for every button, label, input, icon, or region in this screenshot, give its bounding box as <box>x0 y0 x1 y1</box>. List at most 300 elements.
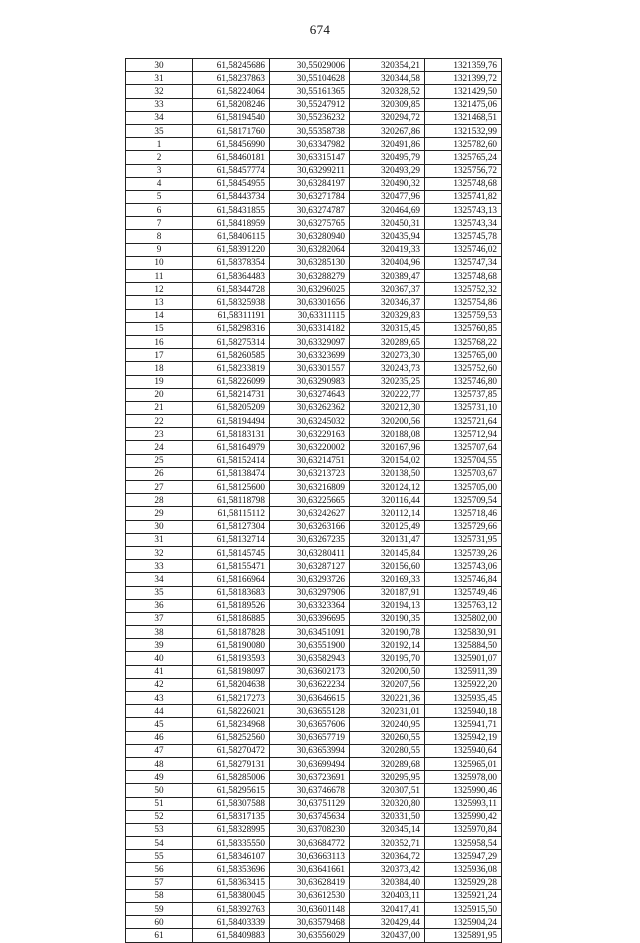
latitude-cell: 61,58460181 <box>193 151 270 164</box>
point-number-cell: 34 <box>126 111 193 124</box>
x-coordinate-cell: 320491,86 <box>350 138 425 151</box>
latitude-cell: 61,58353696 <box>193 863 270 876</box>
latitude-cell: 61,58311191 <box>193 309 270 322</box>
x-coordinate-cell: 320329,83 <box>350 309 425 322</box>
latitude-cell: 61,58125600 <box>193 481 270 494</box>
longitude-cell: 30,63641661 <box>270 863 350 876</box>
x-coordinate-cell: 320138,50 <box>350 467 425 480</box>
x-coordinate-cell: 320307,51 <box>350 784 425 797</box>
table-row <box>126 296 502 309</box>
y-coordinate-cell: 1321359,76 <box>425 59 502 72</box>
y-coordinate-cell: 1325721,64 <box>425 415 502 428</box>
table-row <box>126 705 502 718</box>
y-coordinate-cell: 1325743,06 <box>425 560 502 573</box>
x-coordinate-cell: 320131,47 <box>350 533 425 546</box>
point-number-cell: 15 <box>126 322 193 335</box>
page-number: 674 <box>309 22 331 37</box>
latitude-cell: 61,58237863 <box>193 72 270 85</box>
table-row <box>126 151 502 164</box>
point-number-cell: 33 <box>126 98 193 111</box>
table-row <box>126 744 502 757</box>
point-number-cell: 54 <box>126 837 193 850</box>
table-row <box>126 599 502 612</box>
point-number-cell: 38 <box>126 626 193 639</box>
x-coordinate-cell: 320344,58 <box>350 72 425 85</box>
longitude-cell: 30,63657719 <box>270 731 350 744</box>
y-coordinate-cell: 1325743,34 <box>425 217 502 230</box>
footer-divider <box>240 889 400 890</box>
point-number-cell: 33 <box>126 560 193 573</box>
y-coordinate-cell: 1325915,50 <box>425 903 502 916</box>
x-coordinate-cell: 320364,72 <box>350 850 425 863</box>
latitude-cell: 61,58391220 <box>193 243 270 256</box>
longitude-cell: 30,63275765 <box>270 217 350 230</box>
point-number-cell: 37 <box>126 612 193 625</box>
point-number-cell: 27 <box>126 481 193 494</box>
x-coordinate-cell: 320145,84 <box>350 546 425 559</box>
point-number-cell: 26 <box>126 467 193 480</box>
table-row <box>126 652 502 665</box>
x-coordinate-cell: 320221,36 <box>350 692 425 705</box>
y-coordinate-cell: 1325739,26 <box>425 546 502 559</box>
x-coordinate-cell: 320124,12 <box>350 481 425 494</box>
point-number-cell: 4 <box>126 177 193 190</box>
table-row <box>126 771 502 784</box>
table-row <box>126 837 502 850</box>
table-row <box>126 388 502 401</box>
latitude-cell: 61,58279131 <box>193 757 270 770</box>
longitude-cell: 30,63214751 <box>270 454 350 467</box>
latitude-cell: 61,58208246 <box>193 98 270 111</box>
longitude-cell: 30,63220002 <box>270 441 350 454</box>
latitude-cell: 61,58363415 <box>193 876 270 889</box>
longitude-cell: 30,55358738 <box>270 124 350 137</box>
latitude-cell: 61,58275314 <box>193 335 270 348</box>
x-coordinate-cell: 320294,72 <box>350 111 425 124</box>
longitude-cell: 30,63225665 <box>270 494 350 507</box>
point-number-cell: 50 <box>126 784 193 797</box>
table-row <box>126 573 502 586</box>
table-row <box>126 322 502 335</box>
table-row <box>126 863 502 876</box>
latitude-cell: 61,58186885 <box>193 612 270 625</box>
x-coordinate-cell: 320212,30 <box>350 401 425 414</box>
point-number-cell: 1 <box>126 138 193 151</box>
table-row <box>126 59 502 72</box>
point-number-cell: 22 <box>126 415 193 428</box>
table-row <box>126 810 502 823</box>
table-row <box>126 349 502 362</box>
x-coordinate-cell: 320188,08 <box>350 428 425 441</box>
point-number-cell: 21 <box>126 401 193 414</box>
table-row <box>126 124 502 137</box>
latitude-cell: 61,58260585 <box>193 349 270 362</box>
longitude-cell: 30,63229163 <box>270 428 350 441</box>
table-row <box>126 428 502 441</box>
y-coordinate-cell: 1325746,80 <box>425 375 502 388</box>
longitude-cell: 30,63245032 <box>270 415 350 428</box>
longitude-cell: 30,63582943 <box>270 652 350 665</box>
y-coordinate-cell: 1325936,08 <box>425 863 502 876</box>
longitude-cell: 30,63296025 <box>270 283 350 296</box>
table-row <box>126 190 502 203</box>
point-number-cell: 40 <box>126 652 193 665</box>
y-coordinate-cell: 1325947,29 <box>425 850 502 863</box>
longitude-cell: 30,63601148 <box>270 903 350 916</box>
point-number-cell: 47 <box>126 744 193 757</box>
x-coordinate-cell: 320195,70 <box>350 652 425 665</box>
x-coordinate-cell: 320154,02 <box>350 454 425 467</box>
y-coordinate-cell: 1325737,85 <box>425 388 502 401</box>
y-coordinate-cell: 1325741,82 <box>425 190 502 203</box>
latitude-cell: 61,58456990 <box>193 138 270 151</box>
y-coordinate-cell: 1325749,46 <box>425 586 502 599</box>
x-coordinate-cell: 320384,40 <box>350 876 425 889</box>
x-coordinate-cell: 320112,14 <box>350 507 425 520</box>
y-coordinate-cell: 1325746,02 <box>425 243 502 256</box>
x-coordinate-cell: 320167,96 <box>350 441 425 454</box>
longitude-cell: 30,63293726 <box>270 573 350 586</box>
y-coordinate-cell: 1325709,54 <box>425 494 502 507</box>
table-row <box>126 243 502 256</box>
table-row <box>126 731 502 744</box>
latitude-cell: 61,58226099 <box>193 375 270 388</box>
y-coordinate-cell: 1325703,67 <box>425 467 502 480</box>
y-coordinate-cell: 1325712,94 <box>425 428 502 441</box>
latitude-cell: 61,58193593 <box>193 652 270 665</box>
point-number-cell: 18 <box>126 362 193 375</box>
point-number-cell: 56 <box>126 863 193 876</box>
x-coordinate-cell: 320328,52 <box>350 85 425 98</box>
point-number-cell: 12 <box>126 283 193 296</box>
table-row <box>126 230 502 243</box>
point-number-cell: 52 <box>126 810 193 823</box>
y-coordinate-cell: 1325922,20 <box>425 678 502 691</box>
y-coordinate-cell: 1325765,24 <box>425 151 502 164</box>
latitude-cell: 61,58205209 <box>193 401 270 414</box>
longitude-cell: 30,63751129 <box>270 797 350 810</box>
y-coordinate-cell: 1325748,68 <box>425 177 502 190</box>
table-row <box>126 665 502 678</box>
point-number-cell: 17 <box>126 349 193 362</box>
x-coordinate-cell: 320240,95 <box>350 718 425 731</box>
table-row <box>126 401 502 414</box>
latitude-cell: 61,58406115 <box>193 230 270 243</box>
x-coordinate-cell: 320222,77 <box>350 388 425 401</box>
point-number-cell: 60 <box>126 916 193 929</box>
latitude-cell: 61,58380045 <box>193 889 270 902</box>
latitude-cell: 61,58403339 <box>193 916 270 929</box>
latitude-cell: 61,58252560 <box>193 731 270 744</box>
x-coordinate-cell: 320231,01 <box>350 705 425 718</box>
latitude-cell: 61,58226021 <box>193 705 270 718</box>
point-number-cell: 45 <box>126 718 193 731</box>
longitude-cell: 30,63280411 <box>270 546 350 559</box>
latitude-cell: 61,58325938 <box>193 296 270 309</box>
table-row <box>126 784 502 797</box>
table-row <box>126 454 502 467</box>
longitude-cell: 30,63274643 <box>270 388 350 401</box>
point-number-cell: 59 <box>126 903 193 916</box>
y-coordinate-cell: 1325911,39 <box>425 665 502 678</box>
longitude-cell: 30,63314182 <box>270 322 350 335</box>
point-number-cell: 30 <box>126 59 193 72</box>
table-row <box>126 204 502 217</box>
y-coordinate-cell: 1325993,11 <box>425 797 502 810</box>
y-coordinate-cell: 1325978,00 <box>425 771 502 784</box>
latitude-cell: 61,58392763 <box>193 903 270 916</box>
longitude-cell: 30,55029006 <box>270 59 350 72</box>
latitude-cell: 61,58115112 <box>193 507 270 520</box>
latitude-cell: 61,58138474 <box>193 467 270 480</box>
latitude-cell: 61,58233819 <box>193 362 270 375</box>
latitude-cell: 61,58145745 <box>193 546 270 559</box>
table-row <box>126 586 502 599</box>
x-coordinate-cell: 320309,85 <box>350 98 425 111</box>
x-coordinate-cell: 320367,37 <box>350 283 425 296</box>
latitude-cell: 61,58198097 <box>193 665 270 678</box>
longitude-cell: 30,63288279 <box>270 270 350 283</box>
y-coordinate-cell: 1325752,32 <box>425 283 502 296</box>
latitude-cell: 61,58457774 <box>193 164 270 177</box>
table-row <box>126 270 502 283</box>
y-coordinate-cell: 1325718,46 <box>425 507 502 520</box>
latitude-cell: 61,58183683 <box>193 586 270 599</box>
x-coordinate-cell: 320352,71 <box>350 837 425 850</box>
point-number-cell: 61 <box>126 929 193 942</box>
y-coordinate-cell: 1325705,00 <box>425 481 502 494</box>
x-coordinate-cell: 320464,69 <box>350 204 425 217</box>
point-number-cell: 43 <box>126 692 193 705</box>
longitude-cell: 30,63602173 <box>270 665 350 678</box>
x-coordinate-cell: 320450,31 <box>350 217 425 230</box>
y-coordinate-cell: 1321429,50 <box>425 85 502 98</box>
latitude-cell: 61,58189526 <box>193 599 270 612</box>
x-coordinate-cell: 320354,21 <box>350 59 425 72</box>
y-coordinate-cell: 1325763,12 <box>425 599 502 612</box>
latitude-cell: 61,58183131 <box>193 428 270 441</box>
x-coordinate-cell: 320490,32 <box>350 177 425 190</box>
point-number-cell: 31 <box>126 72 193 85</box>
point-number-cell: 46 <box>126 731 193 744</box>
table-row <box>126 507 502 520</box>
y-coordinate-cell: 1325748,68 <box>425 270 502 283</box>
table-row <box>126 533 502 546</box>
y-coordinate-cell: 1325921,24 <box>425 889 502 902</box>
latitude-cell: 61,58317135 <box>193 810 270 823</box>
table-row <box>126 916 502 929</box>
longitude-cell: 30,63315147 <box>270 151 350 164</box>
longitude-cell: 30,63284197 <box>270 177 350 190</box>
longitude-cell: 30,63347982 <box>270 138 350 151</box>
point-number-cell: 55 <box>126 850 193 863</box>
point-number-cell: 14 <box>126 309 193 322</box>
y-coordinate-cell: 1325756,72 <box>425 164 502 177</box>
x-coordinate-cell: 320346,37 <box>350 296 425 309</box>
latitude-cell: 61,58204638 <box>193 678 270 691</box>
x-coordinate-cell: 320273,30 <box>350 349 425 362</box>
longitude-cell: 30,63280940 <box>270 230 350 243</box>
x-coordinate-cell: 320260,55 <box>350 731 425 744</box>
longitude-cell: 30,63323699 <box>270 349 350 362</box>
table-row <box>126 283 502 296</box>
y-coordinate-cell: 1325754,86 <box>425 296 502 309</box>
table-row <box>126 335 502 348</box>
latitude-cell: 61,58335550 <box>193 837 270 850</box>
longitude-cell: 30,63628419 <box>270 876 350 889</box>
table-row <box>126 217 502 230</box>
table-row <box>126 85 502 98</box>
longitude-cell: 30,63579468 <box>270 916 350 929</box>
table-row <box>126 72 502 85</box>
y-coordinate-cell: 1325731,10 <box>425 401 502 414</box>
point-number-cell: 39 <box>126 639 193 652</box>
longitude-cell: 30,55236232 <box>270 111 350 124</box>
point-number-cell: 28 <box>126 494 193 507</box>
latitude-cell: 61,58118798 <box>193 494 270 507</box>
longitude-cell: 30,63213723 <box>270 467 350 480</box>
point-number-cell: 24 <box>126 441 193 454</box>
table-row <box>126 626 502 639</box>
point-number-cell: 35 <box>126 586 193 599</box>
point-number-cell: 23 <box>126 428 193 441</box>
y-coordinate-cell: 1325760,85 <box>425 322 502 335</box>
y-coordinate-cell: 1325958,54 <box>425 837 502 850</box>
point-number-cell: 57 <box>126 876 193 889</box>
x-coordinate-cell: 320116,44 <box>350 494 425 507</box>
latitude-cell: 61,58285006 <box>193 771 270 784</box>
x-coordinate-cell: 320235,25 <box>350 375 425 388</box>
y-coordinate-cell: 1325990,46 <box>425 784 502 797</box>
point-number-cell: 32 <box>126 85 193 98</box>
y-coordinate-cell: 1325746,84 <box>425 573 502 586</box>
latitude-cell: 61,58187828 <box>193 626 270 639</box>
latitude-cell: 61,58132714 <box>193 533 270 546</box>
y-coordinate-cell: 1325743,13 <box>425 204 502 217</box>
y-coordinate-cell: 1325731,95 <box>425 533 502 546</box>
longitude-cell: 30,63242627 <box>270 507 350 520</box>
y-coordinate-cell: 1321475,06 <box>425 98 502 111</box>
x-coordinate-cell: 320243,73 <box>350 362 425 375</box>
x-coordinate-cell: 320280,55 <box>350 744 425 757</box>
latitude-cell: 61,58214731 <box>193 388 270 401</box>
y-coordinate-cell: 1325759,53 <box>425 309 502 322</box>
latitude-cell: 61,58171760 <box>193 124 270 137</box>
latitude-cell: 61,58270472 <box>193 744 270 757</box>
table-row <box>126 612 502 625</box>
table-row <box>126 138 502 151</box>
longitude-cell: 30,63311115 <box>270 309 350 322</box>
x-coordinate-cell: 320417,41 <box>350 903 425 916</box>
point-number-cell: 41 <box>126 665 193 678</box>
point-number-cell: 48 <box>126 757 193 770</box>
latitude-cell: 61,58127304 <box>193 520 270 533</box>
table-row <box>126 850 502 863</box>
longitude-cell: 30,63551900 <box>270 639 350 652</box>
point-number-cell: 19 <box>126 375 193 388</box>
x-coordinate-cell: 320373,42 <box>350 863 425 876</box>
y-coordinate-cell: 1325990,42 <box>425 810 502 823</box>
longitude-cell: 30,63282064 <box>270 243 350 256</box>
x-coordinate-cell: 320331,50 <box>350 810 425 823</box>
longitude-cell: 30,63301656 <box>270 296 350 309</box>
y-coordinate-cell: 1321468,51 <box>425 111 502 124</box>
longitude-cell: 30,55247912 <box>270 98 350 111</box>
point-number-cell: 7 <box>126 217 193 230</box>
y-coordinate-cell: 1325891,95 <box>425 929 502 942</box>
latitude-cell: 61,58431855 <box>193 204 270 217</box>
table-row <box>126 494 502 507</box>
y-coordinate-cell: 1325941,71 <box>425 718 502 731</box>
table-row <box>126 481 502 494</box>
x-coordinate-cell: 320190,35 <box>350 612 425 625</box>
y-coordinate-cell: 1325768,22 <box>425 335 502 348</box>
table-row <box>126 718 502 731</box>
table-row <box>126 757 502 770</box>
y-coordinate-cell: 1325765,00 <box>425 349 502 362</box>
longitude-cell: 30,63708230 <box>270 823 350 836</box>
table-row <box>126 639 502 652</box>
table-row <box>126 929 502 942</box>
latitude-cell: 61,58378354 <box>193 256 270 269</box>
x-coordinate-cell: 320207,56 <box>350 678 425 691</box>
point-number-cell: 29 <box>126 507 193 520</box>
x-coordinate-cell: 320495,79 <box>350 151 425 164</box>
latitude-cell: 61,58418959 <box>193 217 270 230</box>
longitude-cell: 30,63396695 <box>270 612 350 625</box>
x-coordinate-cell: 320156,60 <box>350 560 425 573</box>
point-number-cell: 9 <box>126 243 193 256</box>
latitude-cell: 61,58328995 <box>193 823 270 836</box>
point-number-cell: 31 <box>126 533 193 546</box>
latitude-cell: 61,58443734 <box>193 190 270 203</box>
y-coordinate-cell: 1325929,28 <box>425 876 502 889</box>
table-row <box>126 692 502 705</box>
latitude-cell: 61,58194540 <box>193 111 270 124</box>
table-row <box>126 164 502 177</box>
table-row <box>126 678 502 691</box>
x-coordinate-cell: 320345,14 <box>350 823 425 836</box>
longitude-cell: 30,63663113 <box>270 850 350 863</box>
longitude-cell: 30,63653994 <box>270 744 350 757</box>
x-coordinate-cell: 320190,78 <box>350 626 425 639</box>
longitude-cell: 30,63263166 <box>270 520 350 533</box>
point-number-cell: 44 <box>126 705 193 718</box>
x-coordinate-cell: 320389,47 <box>350 270 425 283</box>
point-number-cell: 32 <box>126 546 193 559</box>
x-coordinate-cell: 320477,96 <box>350 190 425 203</box>
latitude-cell: 61,58164979 <box>193 441 270 454</box>
x-coordinate-cell: 320403,11 <box>350 889 425 902</box>
longitude-cell: 30,63301557 <box>270 362 350 375</box>
latitude-cell: 61,58166964 <box>193 573 270 586</box>
longitude-cell: 30,63285130 <box>270 256 350 269</box>
y-coordinate-cell: 1325707,64 <box>425 441 502 454</box>
y-coordinate-cell: 1325970,84 <box>425 823 502 836</box>
x-coordinate-cell: 320125,49 <box>350 520 425 533</box>
table-row <box>126 823 502 836</box>
y-coordinate-cell: 1325904,24 <box>425 916 502 929</box>
longitude-cell: 30,63657606 <box>270 718 350 731</box>
latitude-cell: 61,58152414 <box>193 454 270 467</box>
longitude-cell: 30,63267235 <box>270 533 350 546</box>
longitude-cell: 30,63290983 <box>270 375 350 388</box>
latitude-cell: 61,58234968 <box>193 718 270 731</box>
longitude-cell: 30,55104628 <box>270 72 350 85</box>
point-number-cell: 2 <box>126 151 193 164</box>
x-coordinate-cell: 320295,95 <box>350 771 425 784</box>
longitude-cell: 30,63646615 <box>270 692 350 705</box>
